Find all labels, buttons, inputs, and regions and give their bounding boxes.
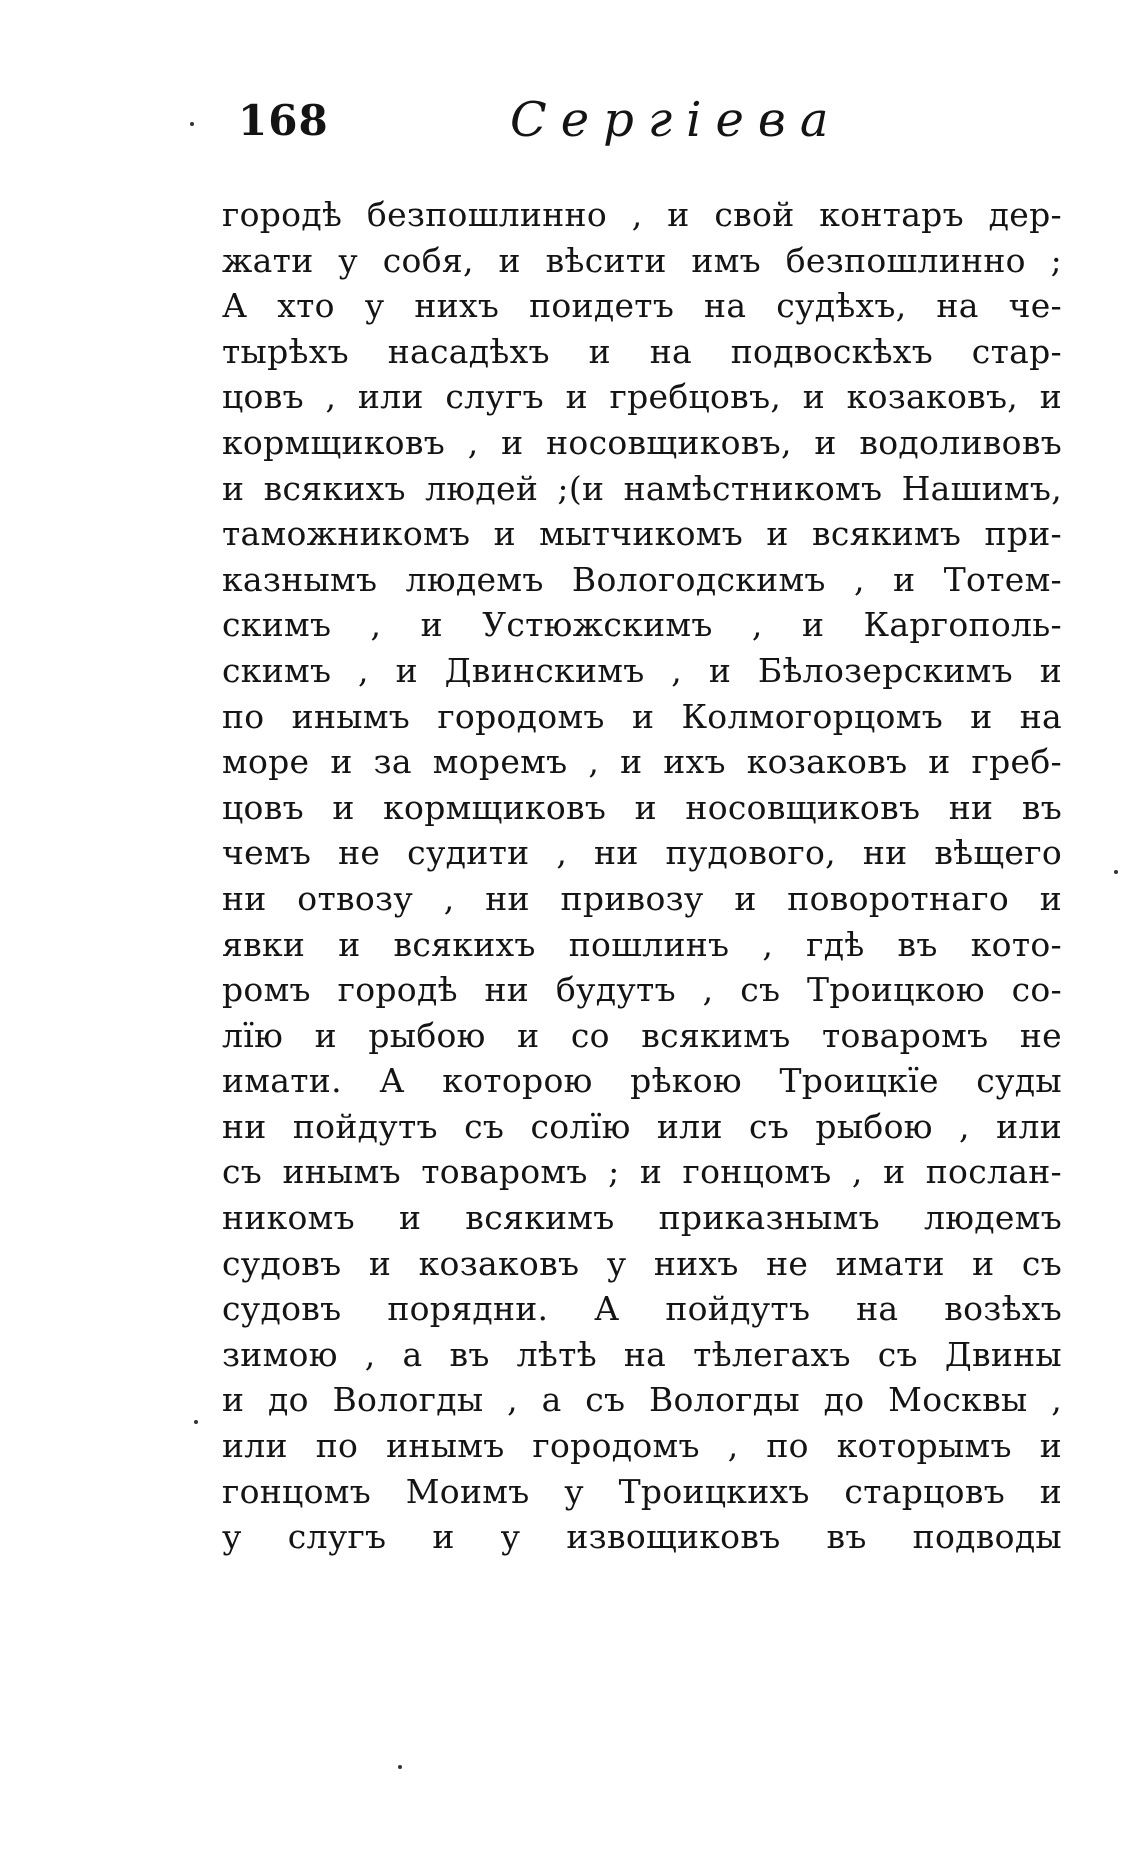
scan-speck [194, 1420, 198, 1424]
scan-speck [190, 122, 194, 126]
text-line: таможникомъ и мытчикомъ и всякимъ при- [222, 514, 1062, 554]
page-number: 168 [238, 96, 329, 145]
text-line: чемъ не судити , ни пудового, ни вѣщего [222, 833, 1062, 873]
text-line: городѣ безпошлинно , и свой контаръ дер- [222, 195, 1062, 234]
text-line: А хто у нихъ поидетъ на судѣхъ, на че- [222, 286, 1062, 326]
text-line: море и за моремъ , и ихъ козаковъ и греб- [222, 742, 1062, 782]
body-text [222, 192, 1062, 1560]
text-line: тырѣхъ насадѣхъ и на подвоскѣхъ стар- [222, 331, 1062, 371]
scan-speck [1114, 870, 1118, 874]
text-line: у слугъ и у извощиковъ въ подводы [222, 1517, 1062, 1557]
scan-speck [398, 1765, 402, 1769]
text-line: никомъ и всякимъ приказнымъ людемъ [222, 1198, 1062, 1238]
text-line: гонцомъ Моимъ у Троицкихъ старцовъ и [222, 1471, 1062, 1511]
text-line: кормщиковъ , и носовщиковъ, и водоливовъ [222, 422, 1062, 462]
text-line: лїю и рыбою и со всякимъ товаромъ не [222, 1015, 1062, 1055]
text-line: съ инымъ товаромъ ; и гонцомъ , и послан- [222, 1152, 1062, 1192]
text-line: жати у собя, и вѣсити имъ безпошлинно ; [222, 240, 1062, 280]
text-line: цовъ , или слугъ и гребцовъ, и козаковъ, и [222, 377, 1062, 417]
page-header [222, 88, 1102, 158]
text-line: ромъ городѣ ни будутъ , съ Троицкою со- [222, 970, 1062, 1010]
text-line: по инымъ городомъ и Колмогорцомъ и на [222, 696, 1062, 736]
text-line: судовъ и козаковъ у нихъ не имати и съ [222, 1243, 1062, 1283]
text-line: ни отвозу , ни привозу и поворотнаго и [222, 878, 1062, 918]
text-line: или по инымъ городомъ , по которымъ и [222, 1426, 1062, 1466]
text-line: и всякихъ людей ;(и намѣстникомъ Нашимъ, [222, 468, 1062, 508]
text-line: имати. А которою рѣкою Троицкїе суды [222, 1061, 1062, 1101]
text-line: судовъ порядни. А пойдутъ на возѣхъ [222, 1289, 1062, 1329]
text-line: явки и всякихъ пошлинъ , гдѣ въ кото- [222, 924, 1062, 964]
text-line: ни пойдутъ съ солїю или съ рыбою , или [222, 1106, 1062, 1146]
running-head: Сергіева [510, 92, 843, 148]
text-line: казнымъ людемъ Вологодскимъ , и Тотем- [222, 559, 1062, 599]
text-line: и до Вологды , а съ Вологды до Москвы , [222, 1380, 1062, 1420]
text-line: цовъ и кормщиковъ и носовщиковъ ни въ [222, 787, 1062, 827]
text-line: скимъ , и Двинскимъ , и Бѣлозерскимъ и [222, 650, 1062, 690]
text-line: скимъ , и Устюжскимъ , и Каргополь- [222, 605, 1062, 645]
text-line: зимою , а въ лѣтѣ на тѣлегахъ съ Двины [222, 1334, 1062, 1374]
